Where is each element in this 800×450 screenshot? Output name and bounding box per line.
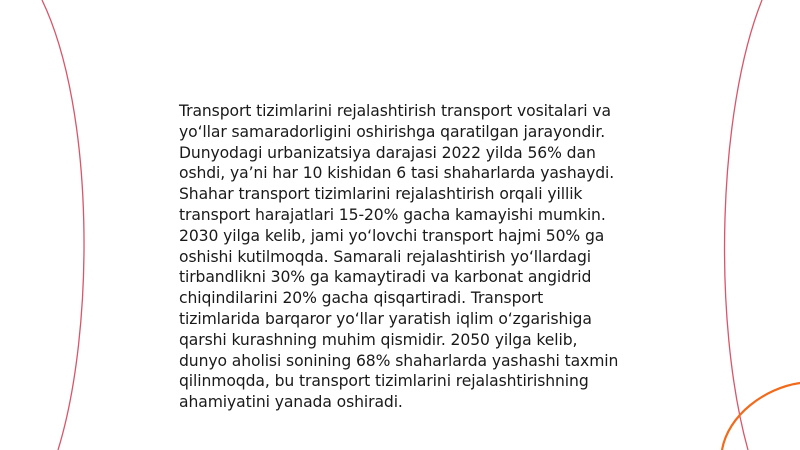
body-paragraph: Transport tizimlarini rejalashtirish transport vositalari va yo‘llar samaradorligini oshirishga qaratilgan jarayondir. Dunyodagi urbanizatsiya darajasi 2022 yilda 56% dan oshdi, ya’ni har 10 kishidan 6 tasi shaharlarda yashaydi. Shahar transport tizimlarini rejalashtirish orqali yillik transport harajatlari 15-20% gacha kamayishi mumkin. 2030 yilga kelib, jami yo‘lovchi transport hajmi 50% ga oshishi kutilmoqda. Samarali rejalashtirish yo‘llardagi tirbandlikni 30% ga kamaytiradi va karbonat angidrid chiqindilarini 20% gacha qisqartiradi. Transport tizimlarida barqaror yo‘llar yaratish iqlim o‘zgarishiga qarshi kurashning muhim qismidir. 2050 yilga kelib, dunyo aholisi sonining 68% shaharlarda yashashi taxmin qilinmoqda, bu transport tizimlarini rejalashtirishning ahamiyatini yanada oshiradi. — [179, 102, 619, 412]
right-arc — [725, 0, 762, 450]
left-arc — [42, 0, 84, 450]
orange-arc — [722, 383, 800, 450]
